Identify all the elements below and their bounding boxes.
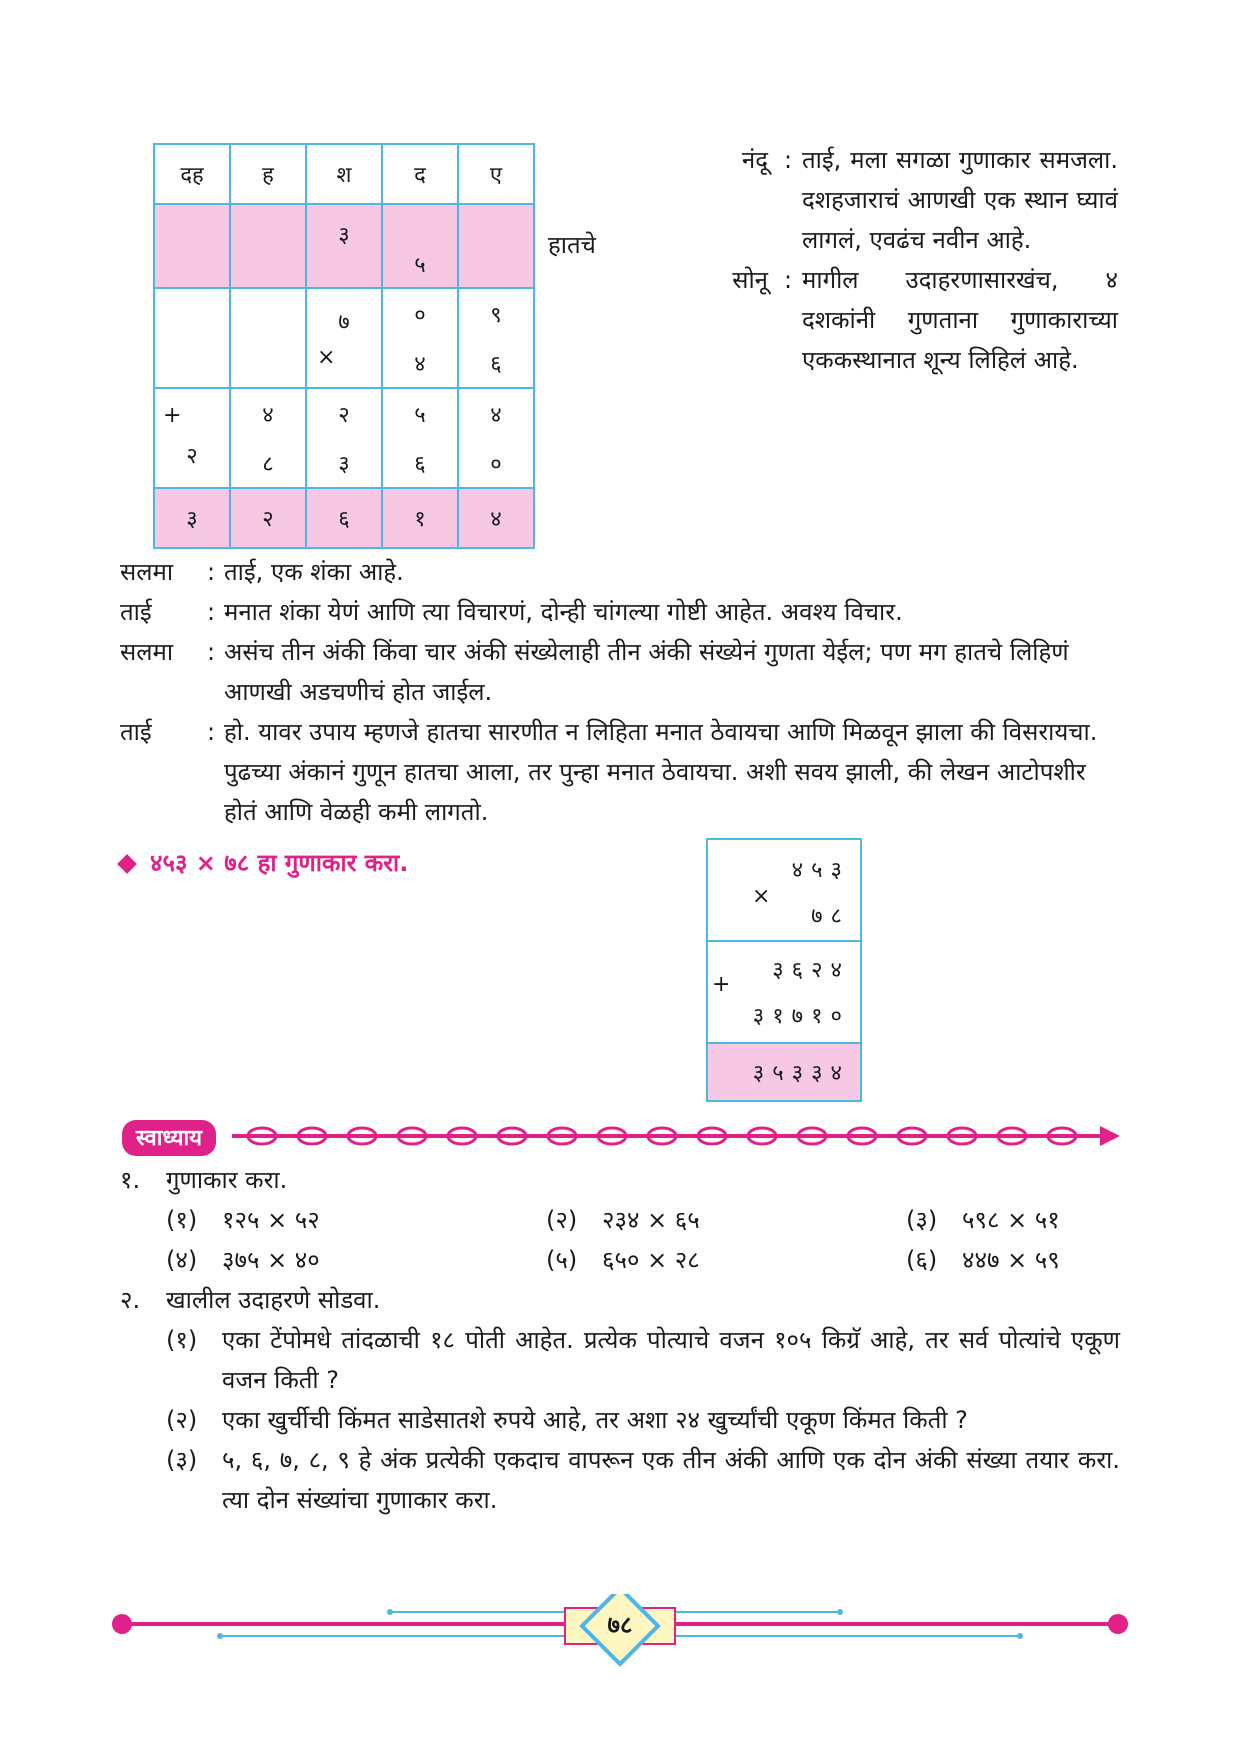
sub-question: (२) २३४ × ६५ bbox=[546, 1206, 700, 1234]
dialog-line bbox=[708, 140, 1118, 260]
dialog-line bbox=[708, 260, 1118, 380]
question bbox=[120, 1160, 1120, 1200]
question-title: खालील उदाहरणे सोडवा. bbox=[166, 1286, 381, 1314]
partials-cell bbox=[707, 941, 861, 1043]
factor-cell bbox=[230, 288, 306, 388]
speaker-name: सोनू bbox=[732, 266, 768, 294]
colon: : bbox=[206, 598, 216, 626]
partial-product: ३१७१० bbox=[752, 1004, 850, 1029]
multiplicand: ४५३ bbox=[791, 858, 850, 883]
page-number: ७८ bbox=[607, 1611, 633, 1639]
colon: : bbox=[206, 638, 216, 666]
chain-ornament-icon bbox=[122, 1118, 1122, 1154]
plus-sign: + bbox=[163, 403, 182, 428]
question-title: गुणाकार करा. bbox=[166, 1166, 288, 1194]
sub-question: (४) ३७५ × ४० bbox=[166, 1246, 320, 1274]
place-value-table bbox=[153, 143, 535, 549]
colon: : bbox=[206, 558, 216, 586]
carry-cell bbox=[230, 204, 306, 288]
task-instruction bbox=[120, 846, 408, 879]
dialog-text: मनात शंका येणं आणि त्या विचारणं, दोन्ही चांगल्या गोष्टी आहेत. अवश्य विचार. bbox=[224, 598, 903, 626]
result-cell: १ bbox=[382, 488, 458, 548]
header-cell: श bbox=[306, 144, 382, 204]
question bbox=[120, 1280, 1120, 1320]
page-footer bbox=[110, 1594, 1130, 1674]
diamond-bullet-icon bbox=[117, 854, 137, 874]
header-cell: ह bbox=[230, 144, 306, 204]
example-table bbox=[706, 838, 862, 1102]
dialog-text: ताई, मला सगळा गुणाकार समजला. दशहजाराचं आणखी एक स्थान घ्यावं लागलं, एवढंच नवीन आहे. bbox=[802, 146, 1118, 254]
exercise-label: स्वाध्याय bbox=[122, 1120, 216, 1156]
dialog-line bbox=[120, 712, 1120, 832]
dialog-line bbox=[120, 592, 1120, 632]
factor-cell: ९ ६ bbox=[458, 288, 534, 388]
carry-cell bbox=[154, 204, 230, 288]
question-number: २. bbox=[120, 1286, 141, 1314]
sub-question: (६) ४४७ × ५९ bbox=[906, 1246, 1060, 1274]
dialog-text: मागील उदाहरणासारखंच, ४ दशकांनी गुणताना गुणाकाराच्या एककस्थानात शून्य लिहिलं आहे. bbox=[802, 266, 1118, 374]
result: ३५३३४ bbox=[752, 1061, 850, 1086]
multiplier: ७८ bbox=[811, 904, 850, 929]
result-cell: २ bbox=[230, 488, 306, 548]
header-cell: दह bbox=[154, 144, 230, 204]
dialog-text: ताई, एक शंका आहे. bbox=[224, 558, 404, 586]
word-problem: (३) ५, ६, ७, ८, ९ हे अंक प्रत्येकी एकदाच वापरून एक तीन अंकी आणि एक दोन अंकी संख्या तयार करा. त्या दोन संख्यांचा गुणाकार करा. bbox=[166, 1446, 1120, 1514]
dialog-right bbox=[708, 140, 1118, 380]
speaker-name: सलमा bbox=[120, 558, 174, 586]
factors-cell bbox=[707, 839, 861, 941]
partial-cell: ४ ८ bbox=[230, 388, 306, 488]
result-cell bbox=[707, 1043, 861, 1101]
dialog-text: असंच तीन अंकी किंवा चार अंकी संख्येलाही तीन अंकी संख्येनं गुणता येईल; पण मग हातचे लिहिणं आणखी अडचणीचं होत जाईल. bbox=[224, 638, 1069, 706]
dialog-main bbox=[120, 552, 1120, 832]
carry-cell: ५ bbox=[382, 204, 458, 288]
partial-cell: २ + bbox=[154, 388, 230, 488]
exercise-band bbox=[122, 1118, 1122, 1154]
factor-cell: ७ × bbox=[306, 288, 382, 388]
sub-question: (५) ६५० × २८ bbox=[546, 1246, 700, 1274]
dialog-line bbox=[120, 552, 1120, 592]
result-cell: ६ bbox=[306, 488, 382, 548]
partial-cell: २ ३ bbox=[306, 388, 382, 488]
partial-cell: ४ ० bbox=[458, 388, 534, 488]
partial-cell: ५ ६ bbox=[382, 388, 458, 488]
carry-cell: ३ bbox=[306, 204, 382, 288]
times-sign: × bbox=[752, 884, 771, 909]
speaker-name: ताई bbox=[120, 718, 152, 746]
speaker-name: सलमा bbox=[120, 638, 174, 666]
header-cell: ए bbox=[458, 144, 534, 204]
dialog-text: हो. यावर उपाय म्हणजे हातचा सारणीत न लिहिता मनात ठेवायचा आणि मिळवून झाला की विसरायचा. पुढच्या अंकानं गुणून हातचा आला, तर पुन्हा मनात ठेवायचा. अशी सवय झाली, की लेखन आटोपशीर होतं आणि वेळही कमी लागतो. bbox=[224, 718, 1098, 826]
result-cell: ४ bbox=[458, 488, 534, 548]
speaker-name: ताई bbox=[120, 598, 152, 626]
result-cell: ३ bbox=[154, 488, 230, 548]
times-sign: × bbox=[317, 345, 336, 370]
sub-question: (३) ५९८ × ५१ bbox=[906, 1206, 1060, 1234]
task-text: ४५३ × ७८ हा गुणाकार करा. bbox=[150, 849, 409, 877]
colon: : bbox=[783, 146, 793, 174]
exercises bbox=[120, 1160, 1120, 1520]
question-number: १. bbox=[120, 1166, 141, 1194]
colon: : bbox=[783, 266, 793, 294]
carry-label: हातचे bbox=[548, 231, 596, 259]
dialog-line bbox=[120, 632, 1120, 712]
sub-questions bbox=[166, 1200, 1120, 1280]
sub-question: (१) १२५ × ५२ bbox=[166, 1206, 320, 1234]
word-problem: (२) एका खुर्चीची किंमत साडेसातशे रुपये आहे, तर अशा २४ खुर्च्यांची एकूण किंमत किती ? bbox=[166, 1406, 968, 1434]
header-cell: द bbox=[382, 144, 458, 204]
factor-cell: ० ४ bbox=[382, 288, 458, 388]
plus-sign: + bbox=[712, 972, 731, 997]
carry-cell bbox=[458, 204, 534, 288]
factor-cell bbox=[154, 288, 230, 388]
word-problem: (१) एका टेंपोमधे तांदळाची १८ पोती आहेत. प्रत्येक पोत्याचे वजन १०५ किग्रॅ आहे, तर सर्व पोत्यांचे एकूण वजन किती ? bbox=[166, 1326, 1120, 1394]
speaker-name: नंदू bbox=[741, 146, 768, 174]
colon: : bbox=[206, 718, 216, 746]
partial-product: ३६२४ bbox=[772, 958, 850, 983]
